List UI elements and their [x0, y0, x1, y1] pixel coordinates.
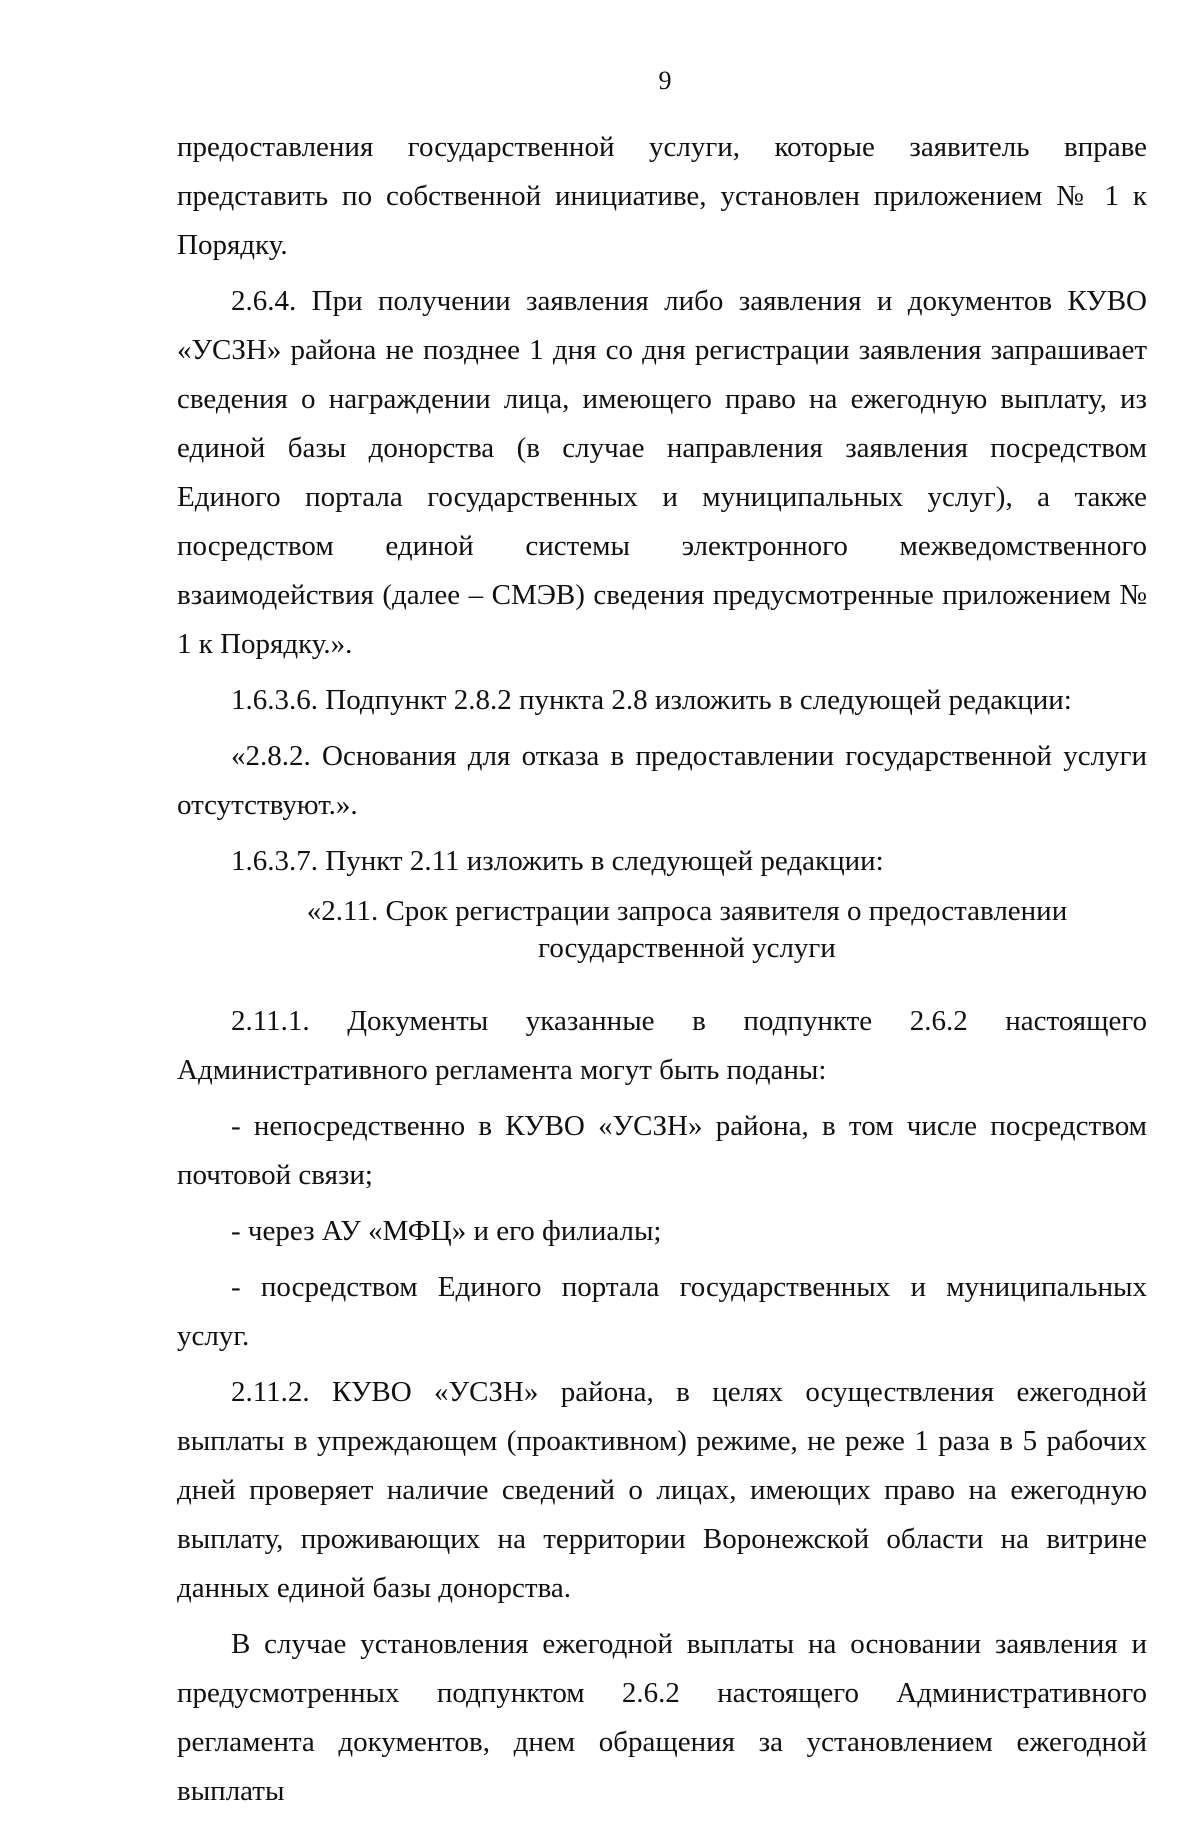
- list-item-portal: - посредством Единого портала государственных и муниципальных услуг.: [177, 1271, 1147, 1352]
- section-heading-line-1: «2.11. Срок регистрации запроса заявителя о предоставлении: [306, 895, 1068, 927]
- paragraph-continuation: предоставления государственной услуги, которые заявитель вправе представить по собственной инициативе, установлен приложением № 1 к Порядку.: [177, 131, 1147, 261]
- paragraph-1-6-3-6: 1.6.3.6. Подпункт 2.8.2 пункта 2.8 изложить в следующей редакции:: [231, 684, 1072, 716]
- paragraph-2-8-2: «2.8.2. Основания для отказа в предоставлении государственной услуги отсутствуют.».: [177, 740, 1147, 821]
- paragraph-2-6-4: 2.6.4. При получении заявления либо заявления и документов КУВО «УСЗН» района не позднее 1 дня со дня регистрации заявления запрашивает сведения о награждении лица, имеющего право на ежегодную выплату, из единой базы донорства (в случае направления заявления посредством Единого портала государственных и муниципальных услуг), а также посредством единой системы электронного межведомственного взаимодействия (далее – СМЭВ) сведения предусмотренные приложением № 1 к Порядку.».: [177, 285, 1147, 660]
- paragraph-1-6-3-7: 1.6.3.7. Пункт 2.11 изложить в следующей редакции:: [231, 845, 884, 877]
- paragraph-case: В случае установления ежегодной выплаты на основании заявления и предусмотренных подпунктом 2.6.2 настоящего Административного регламента документов, днем обращения за установлением ежегодной выплаты: [177, 1628, 1147, 1807]
- document-body: [177, 123, 1147, 1823]
- section-heading-line-2: государственной услуги: [538, 932, 836, 964]
- paragraph-2-11-1: 2.11.1. Документы указанные в подпункте 2.6.2 настоящего Административного регламента могут быть поданы:: [177, 1005, 1147, 1086]
- list-item-mfc: - через АУ «МФЦ» и его филиалы;: [231, 1215, 662, 1247]
- section-heading-2-11: [177, 893, 1147, 967]
- page-number: 9: [658, 66, 672, 95]
- list-item-direct: - непосредственно в КУВО «УСЗН» района, в том числе посредством почтовой связи;: [177, 1110, 1147, 1191]
- paragraph-2-11-2: 2.11.2. КУВО «УСЗН» района, в целях осуществления ежегодной выплаты в упреждающем (проактивном) режиме, не реже 1 раза в 5 рабочих дней проверяет наличие сведений о лицах, имеющих право на ежегодную выплату, проживающих на территории Воронежской области на витрине данных единой базы донорства.: [177, 1376, 1147, 1604]
